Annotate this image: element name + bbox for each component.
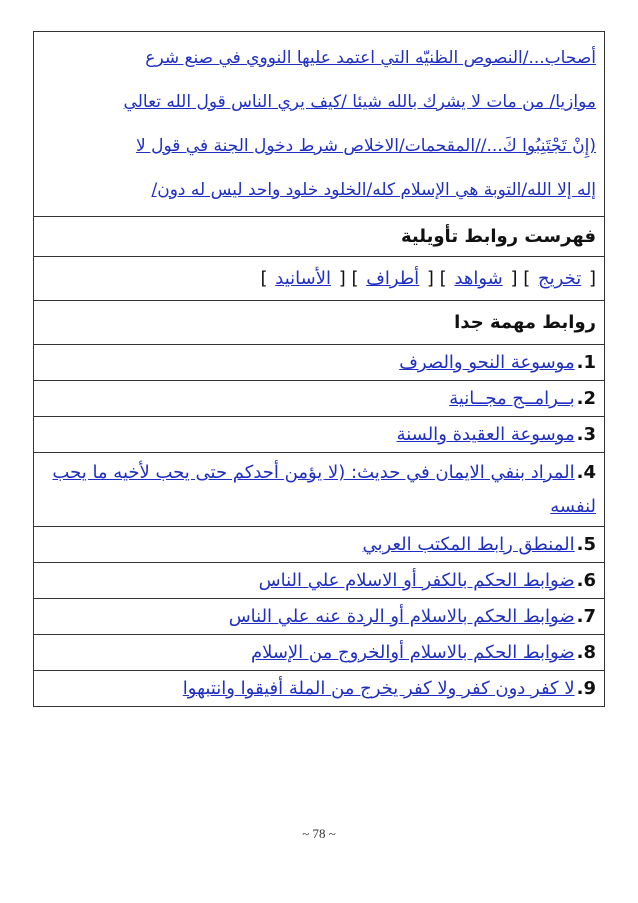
links-table	[33, 31, 605, 707]
header-link-text-1[interactable]: أصحاب.../النصوص الظنيّه التي اعتمد عليها النووي في صنع شرع	[145, 48, 596, 68]
item-number: 7.	[576, 606, 596, 627]
document-sheet	[33, 31, 605, 707]
tabs-bar	[34, 257, 605, 301]
list-item	[34, 563, 605, 599]
link-item-5[interactable]: المنطق رابط المكتب العربي	[362, 534, 575, 555]
item-number: 4.	[576, 461, 596, 483]
link-item-7[interactable]: ضوابط الحكم بالاسلام أو الردة عنه علي الناس	[228, 606, 575, 627]
list-item	[34, 635, 605, 671]
list-item	[34, 417, 605, 453]
tab-asanid[interactable]: الأسانيد	[275, 268, 331, 289]
header-link-line[interactable]	[42, 36, 596, 80]
list-item	[34, 599, 605, 635]
bracket-close-2: ]	[439, 268, 447, 289]
list-item	[34, 453, 605, 527]
list-item	[34, 381, 605, 417]
link-item-1[interactable]: موسوعة النحو والصرف	[399, 352, 575, 373]
header-link-text-4[interactable]: إله إلا الله/التوبة هي الإسلام كله/الخلود خلود واحد ليس له دون/	[151, 180, 596, 200]
index-title: فهرست روابط تأويلية	[34, 217, 605, 257]
tab-atraf[interactable]: أطراف	[366, 268, 420, 289]
link-item-3[interactable]: موسوعة العقيدة والسنة	[396, 424, 575, 445]
page-number: ~ 78 ~	[302, 826, 336, 841]
bracket-open-3: [	[426, 268, 434, 289]
tabs-row	[34, 257, 605, 301]
bracket-close-4: ]	[260, 268, 268, 289]
header-link-line[interactable]	[42, 80, 596, 124]
list-item	[34, 345, 605, 381]
list-item	[34, 671, 605, 707]
link-item-4[interactable]: المراد بنفي الايمان في حديث: (لا يؤمن أحدكم حتى يحب لأخيه ما يحب لنفسه	[52, 461, 596, 517]
item-number: 2.	[576, 388, 596, 409]
index-title-row	[34, 217, 605, 257]
bracket-open-2: [	[510, 268, 518, 289]
important-title-row	[34, 301, 605, 345]
item-number: 9.	[576, 678, 596, 699]
bracket-close-1: ]	[523, 268, 531, 289]
link-item-2[interactable]: بــرامــج مجــانية	[449, 388, 575, 409]
item-number: 6.	[576, 570, 596, 591]
tab-shawahid[interactable]: شواهد	[454, 268, 503, 289]
item-number: 3.	[576, 424, 596, 445]
header-links-cell	[34, 32, 605, 217]
header-link-line[interactable]	[42, 168, 596, 212]
bracket-close-3: ]	[351, 268, 359, 289]
tab-takhrij[interactable]: تخريج	[538, 268, 582, 289]
bracket-open-4: [	[338, 268, 346, 289]
important-title: روابط مهمة جدا	[34, 301, 605, 345]
link-item-6[interactable]: ضوابط الحكم بالكفر أو الاسلام علي الناس	[258, 570, 575, 591]
item-number: 1.	[576, 352, 596, 373]
item-number: 5.	[576, 534, 596, 555]
bracket-open-1: [	[588, 268, 596, 289]
list-item	[34, 527, 605, 563]
link-item-8[interactable]: ضوابط الحكم بالاسلام أوالخروج من الإسلام	[250, 642, 575, 663]
header-link-text-3[interactable]: (إِنْ تَجْتَنِبُوا كَ...//المقحمات/الاخلاص شرط دخول الجنة في قول لا	[136, 136, 596, 156]
header-link-text-2[interactable]: موازيا/ من مات لا يشرك بالله شيئا /كيف يري الناس قول الله تعالي	[123, 92, 596, 112]
item-number: 8.	[576, 642, 596, 663]
header-link-line[interactable]	[42, 124, 596, 168]
link-item-9[interactable]: لا كفر دون كفر ولا كفر يخرج من الملة أفيقوا وانتبهوا	[182, 678, 575, 699]
header-row	[34, 32, 605, 217]
